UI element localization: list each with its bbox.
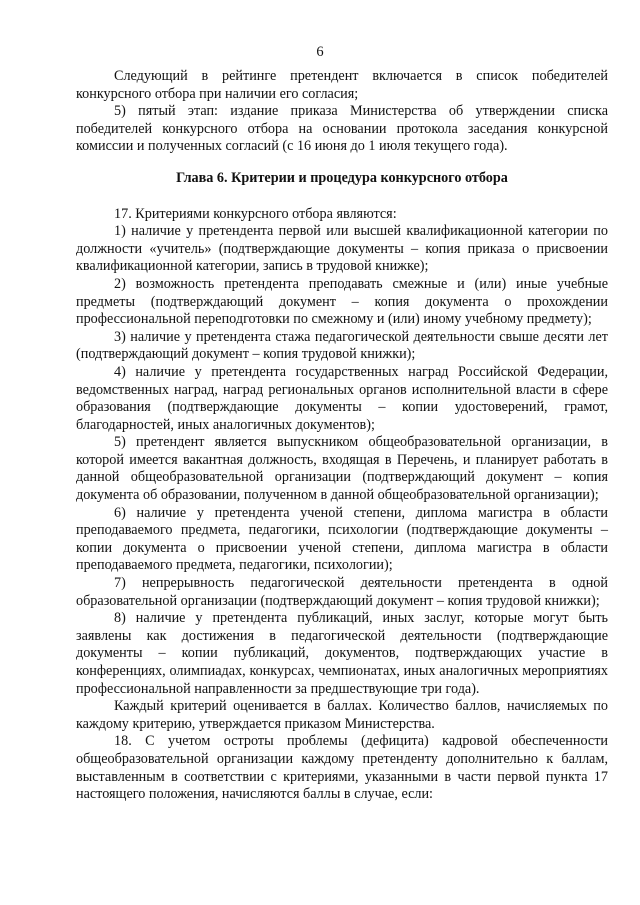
paragraph-criterion-5: 5) претендент является выпускником общеобразовательной организации, в которой имеется вакантная должность, входящая в Перечень, и планирует работать в данной общеобразовательной организации (подтверждающий документ – копия документа об образовании, полученном в данной общеобразовательной организации);: [76, 434, 608, 504]
paragraph-criterion-3: 3) наличие у претендента стажа педагогической деятельности свыше десяти лет (подтверждающий документ – копия трудовой книжки);: [76, 328, 608, 363]
paragraph-criterion-2: 2) возможность претендента преподавать смежные и (или) иные учебные предметы (подтверждающий документ – копия документа о прохождении профессиональной переподготовки по смежному и (или) иному учебному предмету);: [76, 275, 608, 328]
paragraph-criterion-1: 1) наличие у претендента первой или высшей квалификационной категории по должности «учитель» (подтверждающие документы – копия приказа о присвоении квалификационной категории, запись в трудовой книжке);: [76, 223, 608, 275]
paragraph-rating-next-applicant: Следующий в рейтинге претендент включается в список победителей конкурсного отбора при наличии его согласия;: [76, 68, 608, 102]
document-body: [76, 68, 608, 804]
page-number: 6: [316, 44, 324, 60]
paragraph-stage-5: 5) пятый этап: издание приказа Министерства об утверждении списка победителей конкурсного отбора на основании протокола заседания конкурсной комиссии и полученных согласий (с 16 июня до 1 июля текущего года).: [76, 103, 608, 155]
paragraph-criterion-4: 4) наличие у претендента государственных наград Российской Федерации, ведомственных наград, наград региональных органов исполнительной власти в сфере образования (подтверждающие документы – копии удостоверений, грамот, благодарностей, иных аналогичных документов);: [76, 363, 608, 433]
paragraph-criterion-8: 8) наличие у претендента публикаций, иных заслуг, которые могут быть заявлены как достижения в педагогической деятельности (подтверждающие документы – копии публикаций, документов, подтверждающих участие в конференциях, олимпиадах, конкурсах, чемпионатах, иных аналогичных мероприятиях профессиональной направленности за предшествующие три года).: [76, 610, 608, 697]
paragraph-item-17-intro: 17. Критериями конкурсного отбора являются:: [114, 205, 397, 222]
paragraph-criteria-scoring: Каждый критерий оценивается в баллах. Количество баллов, начисляемых по каждому критерию, утверждается приказом Министерства.: [76, 698, 608, 732]
paragraph-criterion-7: 7) непрерывность педагогической деятельности претендента в одной образовательной организации (подтверждающий документ – копия трудовой книжки);: [76, 575, 608, 609]
paragraph-criterion-6: 6) наличие у претендента ученой степени, диплома магистра в области преподаваемого предмета, педагогики, психологии (подтверждающие документы – копии документа о присвоении ученой степени, диплома магистра в области преподаваемого предмета, педагогики, психологии);: [76, 504, 608, 574]
chapter-heading: Глава 6. Критерии и процедура конкурсного отбора: [176, 169, 508, 186]
paragraph-item-18: 18. С учетом остроты проблемы (дефицита) кадровой обеспеченности общеобразовательной организации каждому претенденту дополнительно к баллам, выставленным в соответствии с критериями, указанными в части первой пункта 17 настоящего положения, начисляются баллы в случае, если:: [76, 733, 608, 803]
